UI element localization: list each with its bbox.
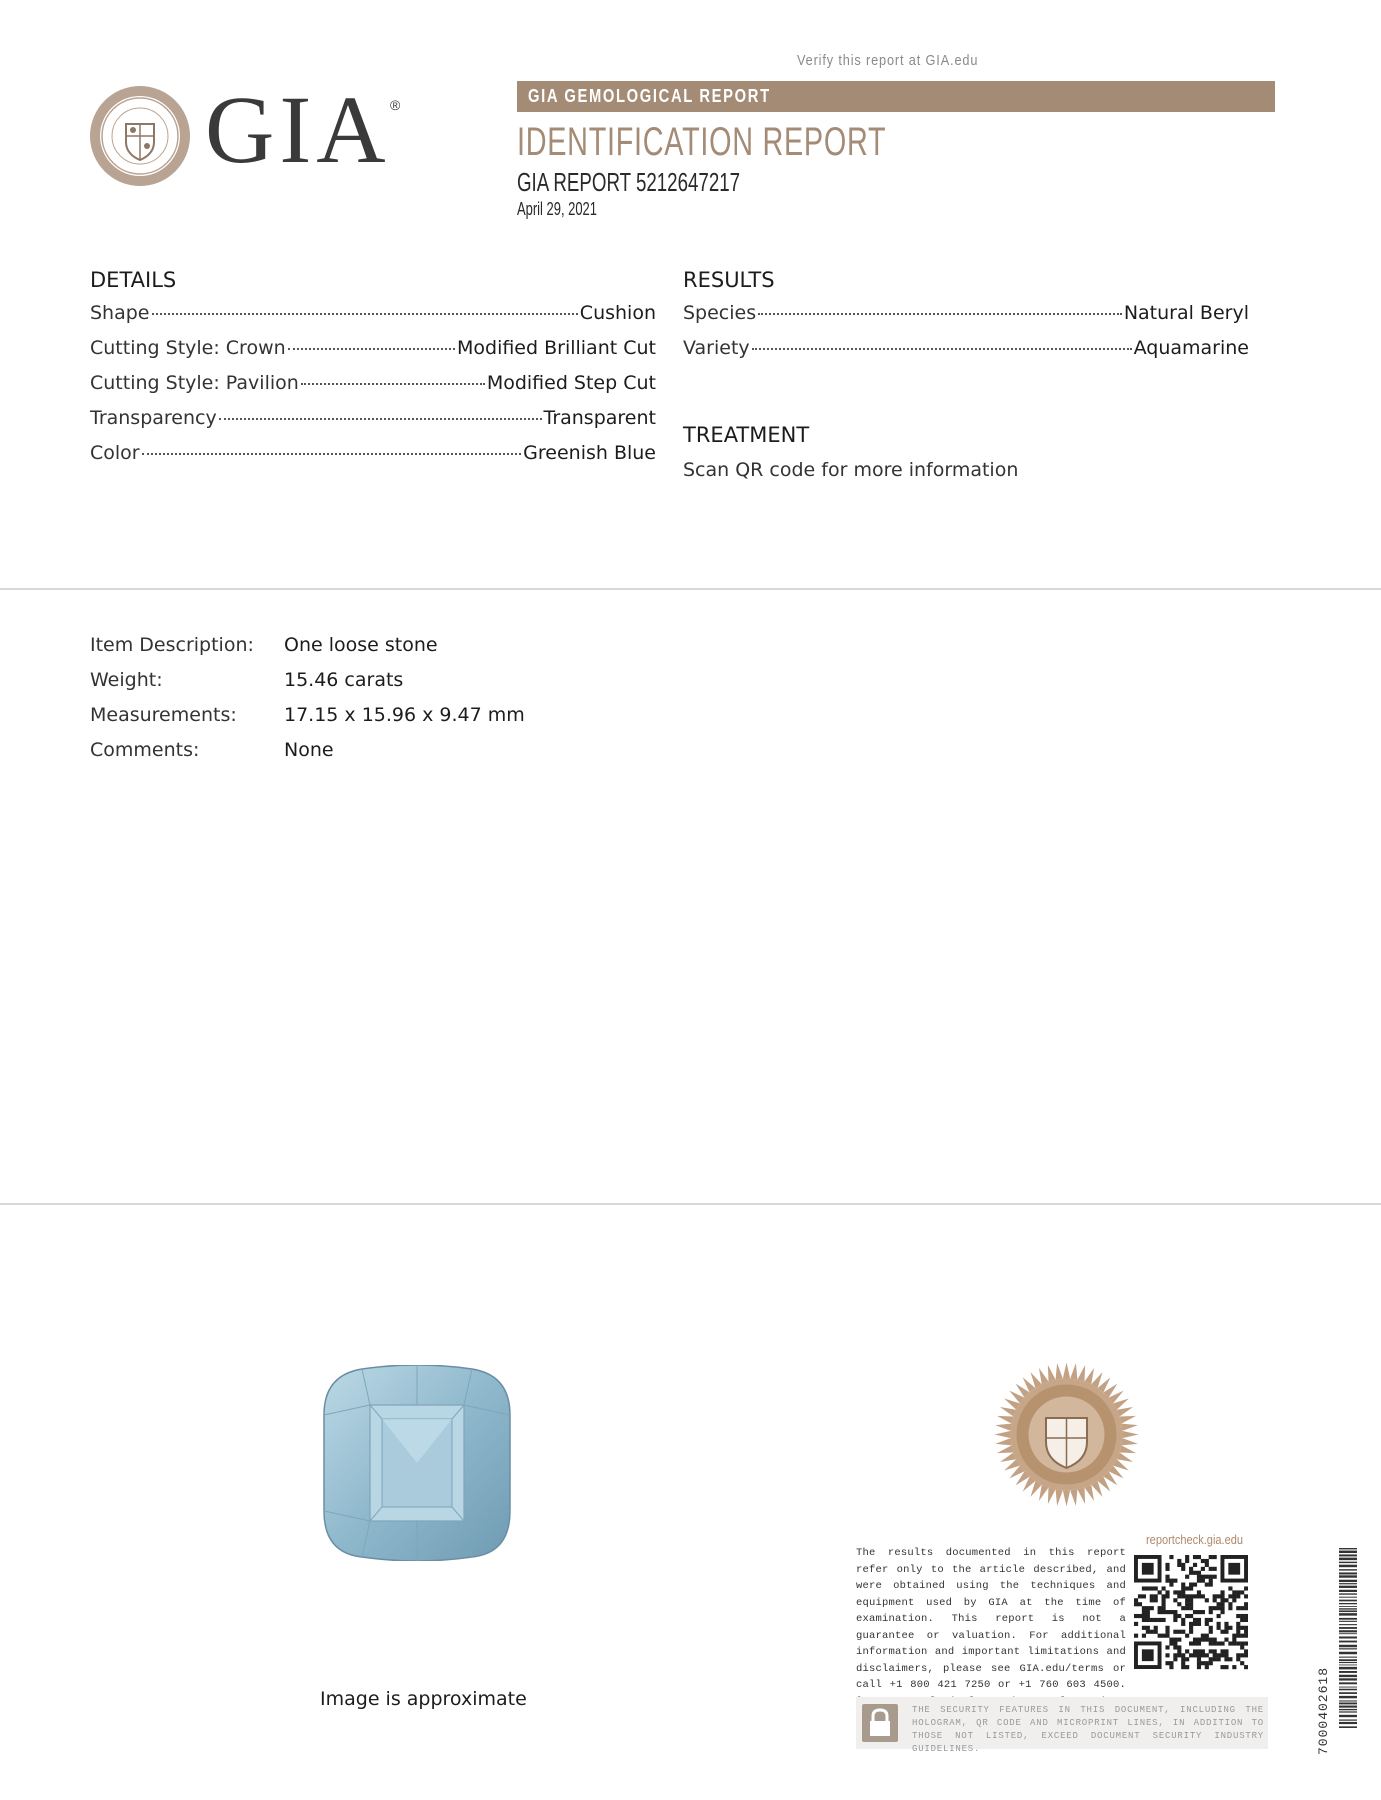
gia-seal-icon bbox=[88, 84, 192, 188]
lock-icon bbox=[862, 1704, 898, 1742]
report-date: April 29, 2021 bbox=[517, 199, 597, 219]
item-label: Measurements: bbox=[90, 704, 237, 726]
details-row bbox=[90, 372, 656, 407]
item-section bbox=[90, 634, 525, 774]
reportcheck-link[interactable]: reportcheck.gia.edu bbox=[1146, 1532, 1244, 1547]
details-label: Shape bbox=[90, 302, 150, 324]
details-row bbox=[90, 302, 656, 337]
results-row bbox=[683, 302, 1249, 337]
results-label: Variety bbox=[683, 337, 750, 359]
item-value: One loose stone bbox=[284, 634, 438, 656]
dot-leader bbox=[288, 348, 455, 350]
image-caption: Image is approximate bbox=[320, 1688, 527, 1710]
details-label: Transparency bbox=[90, 407, 217, 429]
details-label: Cutting Style: Pavilion bbox=[90, 372, 299, 394]
results-row bbox=[683, 337, 1249, 372]
report-number: GIA REPORT 5212647217 bbox=[517, 167, 741, 197]
results-value: Natural Beryl bbox=[1123, 302, 1249, 324]
section-divider bbox=[0, 1203, 1381, 1205]
section-divider bbox=[0, 588, 1381, 590]
item-row bbox=[90, 669, 525, 704]
dot-leader bbox=[758, 313, 1122, 315]
results-heading: RESULTS bbox=[683, 268, 775, 292]
item-label: Weight: bbox=[90, 669, 163, 691]
details-value: Transparent bbox=[543, 407, 656, 429]
details-row bbox=[90, 407, 656, 442]
results-value: Aquamarine bbox=[1133, 337, 1249, 359]
details-heading: DETAILS bbox=[90, 268, 177, 292]
dot-leader bbox=[752, 348, 1132, 350]
dot-leader bbox=[219, 418, 542, 420]
item-row bbox=[90, 739, 525, 774]
report-bar-title: GIA GEMOLOGICAL REPORT bbox=[528, 86, 771, 106]
item-label: Comments: bbox=[90, 739, 200, 761]
security-text: THE SECURITY FEATURES IN THIS DOCUMENT, INCLUDING THE HOLOGRAM, QR CODE AND MICROPRINT LINES, IN ADDITION TO THOSE NOT LISTED, EXCEED DOCUMENT SECURITY INDUSTRY GUIDELINES. bbox=[912, 1705, 1264, 1754]
report-type-title: IDENTIFICATION REPORT bbox=[517, 120, 887, 164]
details-value: Modified Brilliant Cut bbox=[456, 337, 656, 359]
qr-code-icon[interactable] bbox=[1134, 1555, 1248, 1673]
registered-mark: ® bbox=[390, 97, 401, 113]
details-value: Modified Step Cut bbox=[486, 372, 656, 394]
details-value: Cushion bbox=[579, 302, 656, 324]
details-label: Color bbox=[90, 442, 140, 464]
item-value: 15.46 carats bbox=[284, 669, 404, 691]
details-label: Cutting Style: Crown bbox=[90, 337, 286, 359]
gia-hologram-seal-icon bbox=[994, 1362, 1139, 1507]
treatment-text: Scan QR code for more information bbox=[683, 459, 1019, 481]
item-value: None bbox=[284, 739, 334, 761]
gemstone-image bbox=[322, 1365, 512, 1561]
treatment-heading: TREATMENT bbox=[683, 423, 810, 447]
dot-leader bbox=[301, 383, 485, 385]
item-value: 17.15 x 15.96 x 9.47 mm bbox=[284, 704, 525, 726]
barcode-number: 7000402618 bbox=[1316, 1666, 1331, 1755]
details-row bbox=[90, 442, 656, 477]
dot-leader bbox=[142, 453, 522, 455]
barcode-icon bbox=[1339, 1548, 1357, 1728]
gia-logo-text: GIA bbox=[205, 76, 391, 183]
item-row bbox=[90, 634, 525, 669]
item-label: Item Description: bbox=[90, 634, 254, 656]
results-label: Species bbox=[683, 302, 757, 324]
dot-leader bbox=[152, 313, 578, 315]
details-row bbox=[90, 337, 656, 372]
item-row bbox=[90, 704, 525, 739]
verify-link[interactable]: Verify this report at GIA.edu bbox=[797, 52, 979, 69]
details-value: Greenish Blue bbox=[523, 442, 656, 464]
disclaimer-text: The results documented in this report refer only to the article described, and were obtained using the techniques and equipment used by GIA at the time of examination. This report is not a guarantee or valuation. For additional information and important limitations and disclaimers, please see GIA.edu/terms or call +1 800 421 7250 or +1 760 603 4500. bbox=[856, 1547, 1126, 1691]
